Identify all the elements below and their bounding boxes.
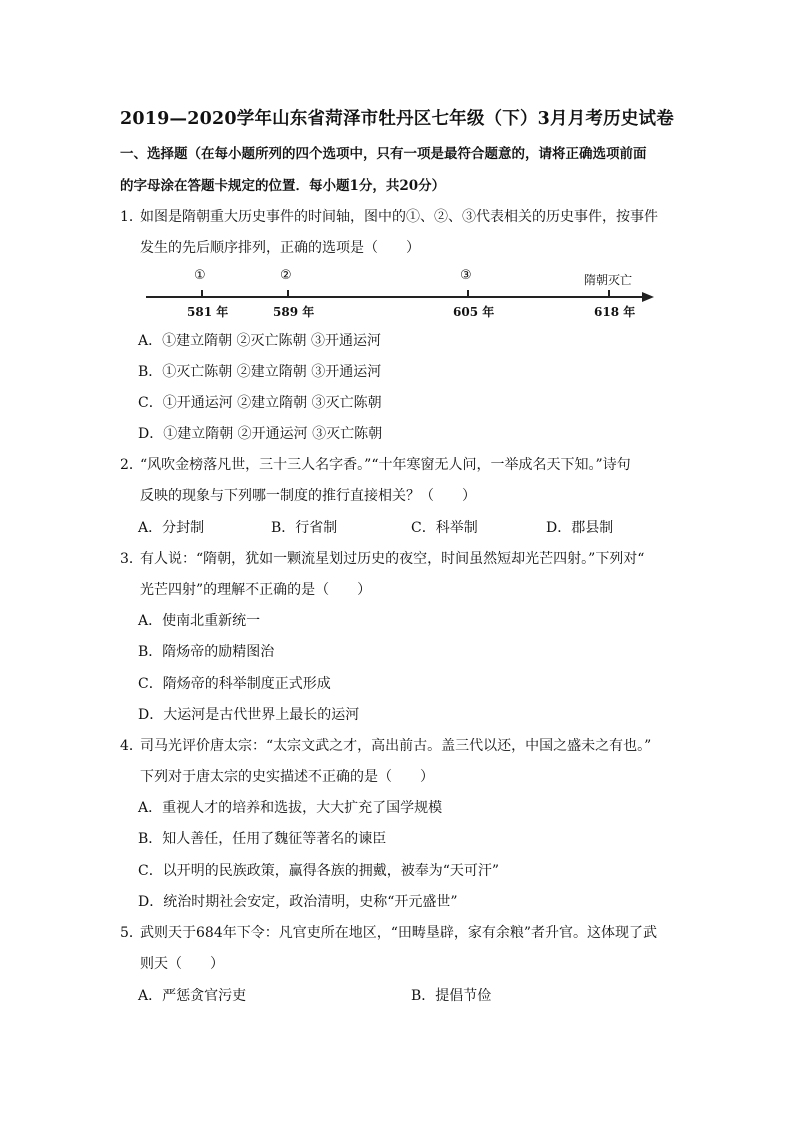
- section-instruction-line2: 的字母涂在答题卡规定的位置．每小题1分，共20分）: [120, 178, 446, 194]
- timeline-arrow-icon: [642, 292, 654, 302]
- question-4-number: 4．: [120, 738, 143, 754]
- question-5-number: 5．: [120, 925, 143, 941]
- question-5-option-b: B．提倡节俭: [411, 988, 492, 1004]
- question-2-option-d: D．郡县制: [546, 520, 614, 536]
- question-1-stem-line1: 如图是隋朝重大历史事件的时间轴，图中的①、②、③代表相关的历史事件，按事件: [140, 209, 658, 225]
- question-4-option-c: C．以开明的民族政策，赢得各族的拥戴，被奉为“天可汗”: [138, 863, 500, 879]
- timeline-year-605: 605 年: [453, 305, 495, 319]
- question-2-option-a: A．分封制: [138, 520, 205, 536]
- timeline-year-618: 618 年: [594, 305, 636, 319]
- question-4-stem-line2: 下列对于唐太宗的史实描述不正确的是（ ）: [140, 769, 434, 785]
- question-1-option-a: A．①建立隋朝 ②灭亡陈朝 ③开通运河: [138, 333, 382, 349]
- question-3-option-a: A．使南北重新统一: [138, 613, 261, 629]
- question-2-stem-line2: 反映的现象与下列哪一制度的推行直接相关？（ ）: [140, 488, 476, 504]
- question-1-number: 1．: [120, 209, 143, 225]
- question-1-option-b: B．①灭亡陈朝 ②建立隋朝 ③开通运河: [138, 364, 382, 380]
- question-2-stem-line1: “风吹金榜落凡世，三十三人名字香。”“十年寒窗无人问，一举成名天下知。”诗句: [140, 457, 631, 473]
- timeline-mark-1: ①: [194, 268, 206, 283]
- section-instruction-line1: 一、选择题（在每小题所列的四个选项中，只有一项是最符合题意的，请将正确选项前面: [120, 146, 647, 162]
- question-3-option-b: B．隋炀帝的励精图治: [138, 644, 275, 660]
- question-3-stem-line2: 光芒四射”的理解不正确的是（ ）: [140, 582, 372, 598]
- exam-title: 2019—2020学年山东省菏泽市牡丹区七年级（下）3月月考历史试卷: [120, 109, 674, 129]
- timeline-tick: [467, 290, 469, 297]
- timeline-figure: [140, 268, 660, 324]
- question-5-stem-line2: 则天（ ）: [140, 956, 224, 972]
- question-1-option-c: C．①开通运河 ②建立隋朝 ③灭亡陈朝: [138, 395, 382, 411]
- timeline-mark-3: ③: [460, 268, 472, 283]
- timeline-event-sui-fall: 隋朝灭亡: [584, 273, 633, 287]
- question-2-option-b: B．行省制: [271, 520, 338, 536]
- timeline-tick: [287, 290, 289, 297]
- question-1-stem-line2: 发生的先后顺序排列，正确的选项是（ ）: [140, 240, 420, 256]
- question-3-option-d: D．大运河是古代世界上最长的运河: [138, 707, 360, 723]
- question-3-stem-line1: 有人说：“隋朝，犹如一颗流星划过历史的夜空，时间虽然短却光芒四射。”下列对“: [140, 551, 645, 567]
- question-2-number: 2．: [120, 457, 143, 473]
- question-3-number: 3．: [120, 551, 143, 567]
- timeline-year-581: 581 年: [187, 305, 229, 319]
- question-2-option-c: C．科举制: [411, 520, 478, 536]
- question-4-stem-line1: 司马光评价唐太宗：“太宗文武之才，高出前古。盖三代以还，中国之盛未之有也。”: [140, 738, 652, 754]
- question-1-option-d: D．①建立隋朝 ②开通运河 ③灭亡陈朝: [138, 426, 383, 442]
- question-5-option-a: A．严惩贪官污吏: [138, 988, 247, 1004]
- timeline-mark-2: ②: [280, 268, 292, 283]
- timeline-axis: [146, 296, 646, 298]
- question-4-option-a: A．重视人才的培养和选拔，大大扩充了国学规模: [138, 800, 443, 816]
- timeline-year-589: 589 年: [273, 305, 315, 319]
- timeline-tick: [201, 290, 203, 297]
- question-5-stem-line1: 武则天于684年下令：凡官吏所在地区，“田畴垦辟，家有余粮”者升官。这体现了武: [140, 925, 658, 941]
- question-4-option-b: B．知人善任，任用了魏征等著名的谏臣: [138, 831, 387, 847]
- timeline-tick: [608, 290, 610, 297]
- question-4-option-d: D．统治时期社会安定，政治清明，史称“开元盛世”: [138, 894, 458, 910]
- question-3-option-c: C．隋炀帝的科举制度正式形成: [138, 676, 331, 692]
